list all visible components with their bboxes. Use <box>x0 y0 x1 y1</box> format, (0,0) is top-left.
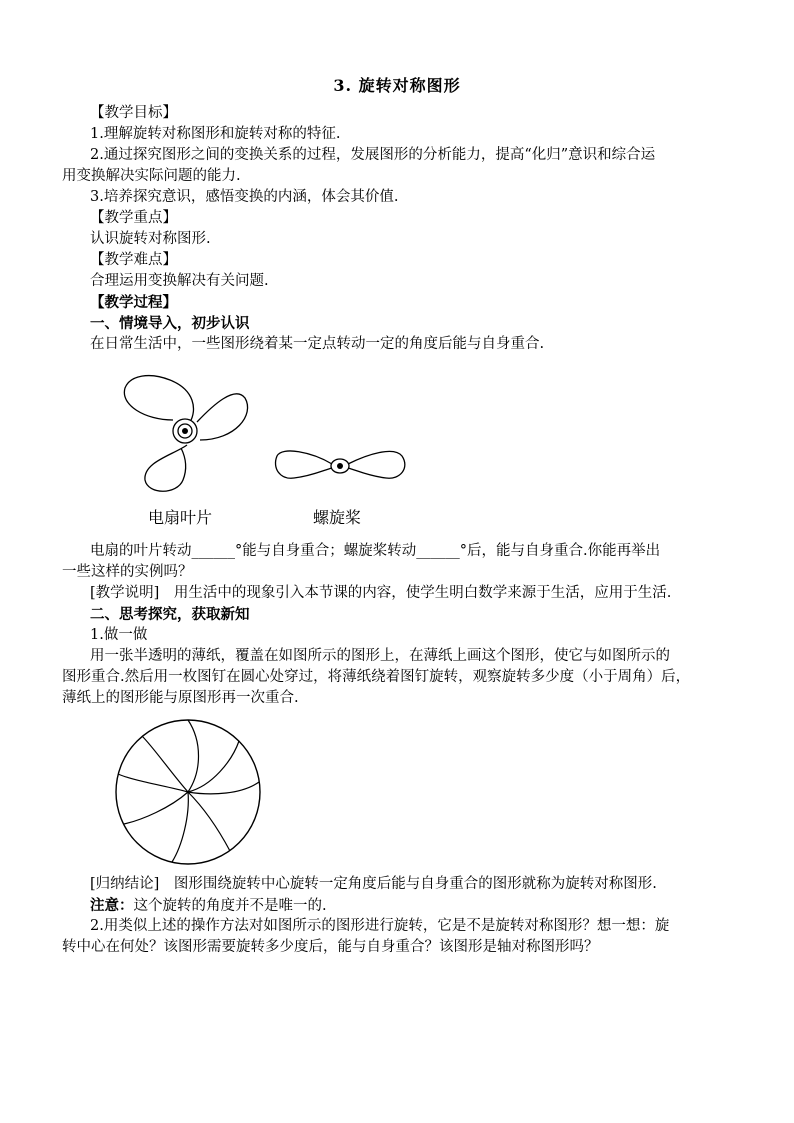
objective-1: 1.理解旋转对称图形和旋转对称的特征. <box>90 126 341 142</box>
section-heading-key-points: 【教学重点】 <box>90 210 177 226</box>
propeller-blade-left <box>276 451 332 478</box>
fan-blade-bottom <box>145 445 187 491</box>
difficulty-text: 合理运用变换解决有关问题. <box>90 273 269 289</box>
question-2-cont: 转中心在何处？该图形需要旋转多少度后，能与自身重合？该图形是轴对称图形吗？ <box>62 939 599 955</box>
activity-text-2: 图形重合.然后用一枚图钉在圆心处穿过，将薄纸绕着图钉旋转，观察旋转多少度（小于周角）后， <box>62 669 691 685</box>
propeller-figure <box>272 440 408 492</box>
fan-blades-figure <box>115 370 255 500</box>
key-point-text: 认识旋转对称图形. <box>90 231 211 247</box>
objective-3: 3.培养探究意识，感悟变换的内涵，体会其价值. <box>90 189 399 205</box>
note-text: 这个旋转的角度并不是唯一的. <box>133 898 327 914</box>
question-fan-propeller: 电扇的叶片转动______°能与自身重合；螺旋桨转动______°后，能与自身重合.你能再举出 <box>90 543 661 559</box>
fan-blade-right <box>197 394 248 440</box>
subsection-heading-1: 一、情境导入，初步认识 <box>90 315 250 332</box>
propeller-caption: 螺旋桨 <box>313 508 362 527</box>
conclusion: [归纳结论] 图形围绕旋转中心旋转一定角度后能与自身重合的图形就称为旋转对称图形. <box>90 876 657 892</box>
activity-text-3: 薄纸上的图形能与原图形再一次重合. <box>62 690 299 706</box>
intro-paragraph: 在日常生活中，一些图形绕着某一定点转动一定的角度后能与自身重合. <box>90 336 545 352</box>
note-line <box>90 895 770 917</box>
propeller-hub-center <box>337 463 343 469</box>
page-title: 3. 旋转对称图形 <box>333 76 461 95</box>
fan-blade-top <box>124 376 193 422</box>
question-fan-propeller-cont: 一些这样的实例吗？ <box>62 564 193 580</box>
activity-heading: 1.做一做 <box>90 627 148 643</box>
activity-text-1: 用一张半透明的薄纸，覆盖在如图所示的图形上，在薄纸上画这个图形，使它与如图所示的 <box>90 648 670 664</box>
objective-2-cont: 用变换解决实际问题的能力. <box>62 168 241 184</box>
propeller-blade-right <box>348 451 405 478</box>
question-2: 2.用类似上述的操作方法对如图所示的图形进行旋转，它是不是旋转对称图形？想一想：旋 <box>90 918 670 934</box>
fan-hub-center <box>182 428 188 434</box>
pinwheel-circle-figure <box>112 716 264 868</box>
teaching-note: [教学说明] 用生活中的现象引入本节课的内容，使学生明白数学来源于生活，应用于生活. <box>90 585 672 601</box>
objective-2: 2.通过探究图形之间的变换关系的过程，发展图形的分析能力，提高“化归”意识和综合运 <box>90 147 656 163</box>
section-heading-difficulties: 【教学难点】 <box>90 252 177 268</box>
section-heading-objectives: 【教学目标】 <box>90 105 177 121</box>
subsection-heading-2: 二、思考探究，获取新知 <box>90 606 250 623</box>
note-label: 注意： <box>90 897 134 914</box>
fan-caption: 电扇叶片 <box>148 508 213 527</box>
section-heading-process: 【教学过程】 <box>90 294 177 311</box>
